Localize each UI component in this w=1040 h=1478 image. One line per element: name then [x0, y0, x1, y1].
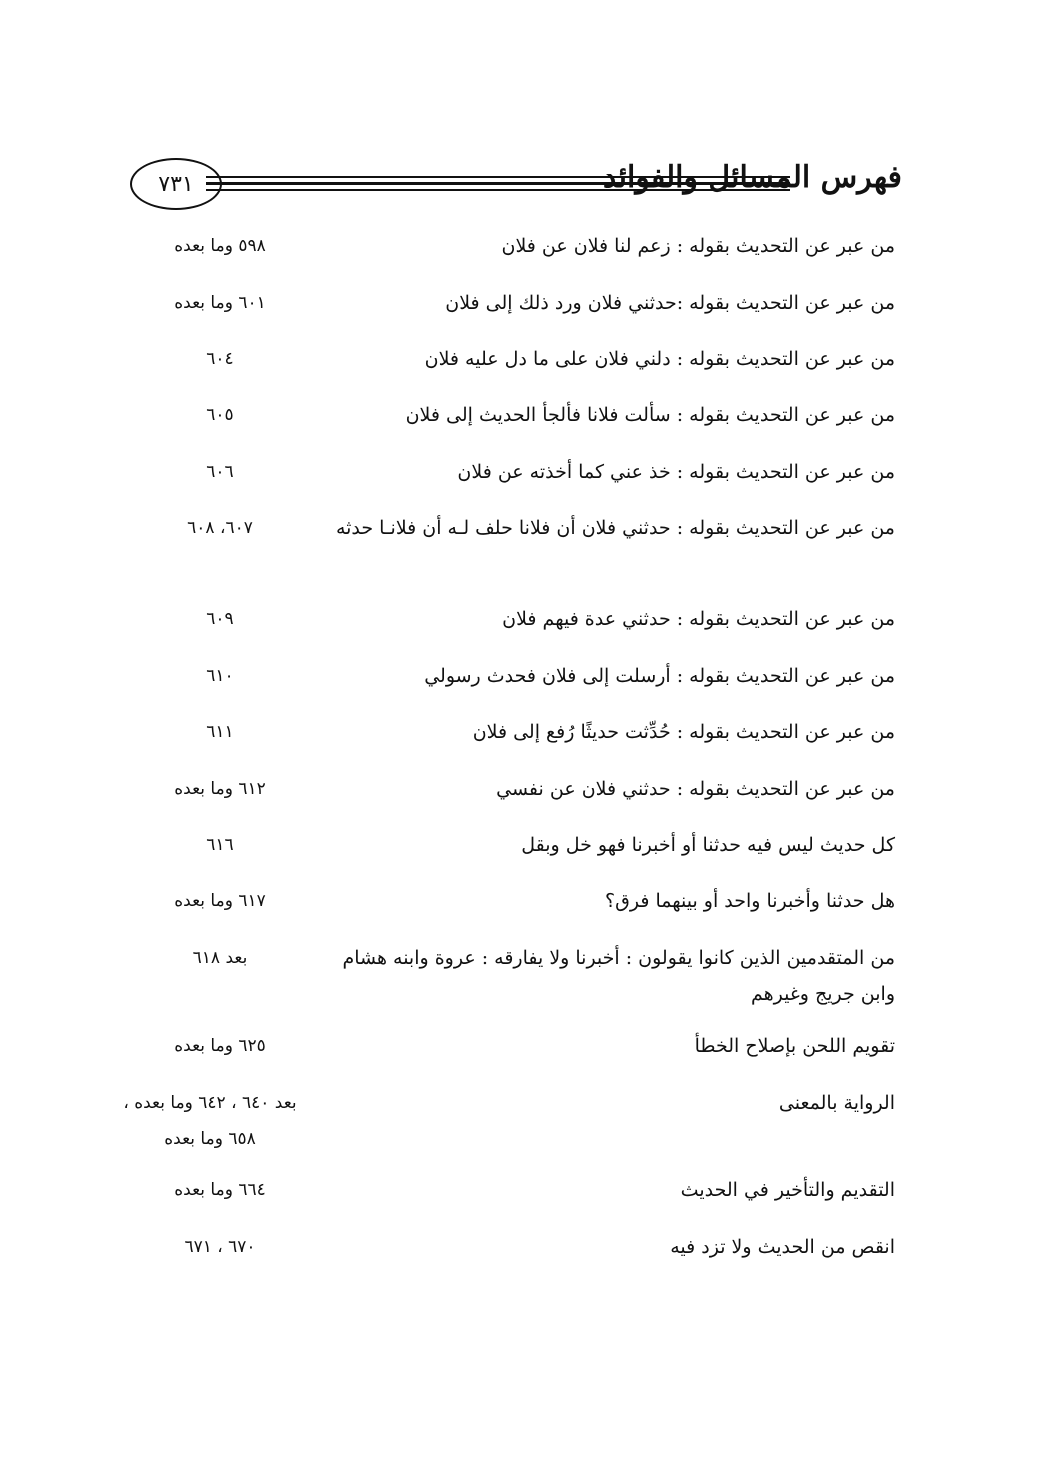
entry-page-ref: بعد ٦١٨	[192, 948, 248, 968]
entry-topic: من عبر عن التحديث بقوله : حدثني فلان عن نفسي	[496, 778, 895, 800]
entry-topic: من عبر عن التحديث بقوله : دلني فلان على ما دل عليه فلان	[424, 348, 895, 370]
entry-topic: من عبر عن التحديث بقوله : حُدِّثت حديثًا رُفع إلى فلان	[472, 721, 895, 743]
entry-page-ref: ٦٠٥	[206, 405, 234, 425]
entry-page-ref: ٦٠٧، ٦٠٨	[187, 518, 253, 538]
entry-topic: من عبر عن التحديث بقوله : سألت فلانا فألجأ الحديث إلى فلان	[405, 404, 895, 426]
entry-topic: انقص من الحديث ولا تزد فيه	[670, 1236, 895, 1258]
entry-page-ref: ٦١٢ وما بعده	[174, 779, 266, 799]
entry-topic: تقويم اللحن بإصلاح الخطأ	[694, 1035, 895, 1057]
entry-page-ref: ٥٩٨ وما بعده	[174, 236, 266, 256]
page-title: فهرس المسائل والفوائد	[602, 160, 902, 195]
entry-page-ref: ٦٠٤	[206, 349, 234, 369]
entry-page-ref: ٦١٧ وما بعده	[174, 891, 266, 911]
entry-topic: من المتقدمين الذين كانوا يقولون : أخبرنا ولا يفارقه : عروة وابنه هشام وابن جريج وغيرهم	[342, 947, 895, 1005]
entry-topic: هل حدثنا وأخبرنا واحد أو بينهما فرق؟	[605, 890, 895, 912]
entry-page-ref: ٦٠٦	[206, 462, 234, 482]
entry-page-ref: بعد ٦٤٠ ، ٦٤٢ وما بعده ، ٦٥٨ وما بعده	[123, 1093, 297, 1149]
entry-topic: الرواية بالمعنى	[778, 1092, 895, 1114]
entry-topic: من عبر عن التحديث بقوله : زعم لنا فلان عن فلان	[501, 235, 895, 257]
entry-topic: من عبر عن التحديث بقوله : أرسلت إلى فلان فحدث رسولي	[424, 665, 895, 687]
entry-page-ref: ٦١٠	[206, 666, 234, 686]
entry-page-ref: ٦١٦	[206, 835, 234, 855]
page-header	[120, 152, 902, 216]
entry-topic: التقديم والتأخير في الحديث	[680, 1179, 895, 1201]
entry-page-ref: ٦٧٠ ، ٦٧١	[184, 1237, 256, 1257]
entry-page-ref: ٦٠٩	[206, 609, 234, 629]
entry-topic: من عبر عن التحديث بقوله : خذ عني كما أخذته عن فلان	[457, 461, 895, 483]
entry-page-ref: ٦١١	[206, 722, 234, 742]
entry-topic: كل حديث ليس فيه حدثنا أو أخبرنا فهو خل وبقل	[521, 834, 895, 856]
page-number: ٧٣١	[130, 158, 222, 210]
entry-topic: من عبر عن التحديث بقوله : حدثني فلان أن فلانا حلف لـه أن فلانـا حدثه	[335, 517, 895, 539]
entry-page-ref: ٦٢٥ وما بعده	[174, 1036, 266, 1056]
entry-page-ref: ٦٦٤ وما بعده	[174, 1180, 266, 1200]
entry-topic: من عبر عن التحديث بقوله :حدثني فلان ورد ذلك إلى فلان	[445, 292, 895, 314]
entry-topic: من عبر عن التحديث بقوله : حدثني عدة فيهم فلان	[502, 608, 895, 630]
entry-page-ref: ٦٠١ وما بعده	[174, 293, 266, 313]
